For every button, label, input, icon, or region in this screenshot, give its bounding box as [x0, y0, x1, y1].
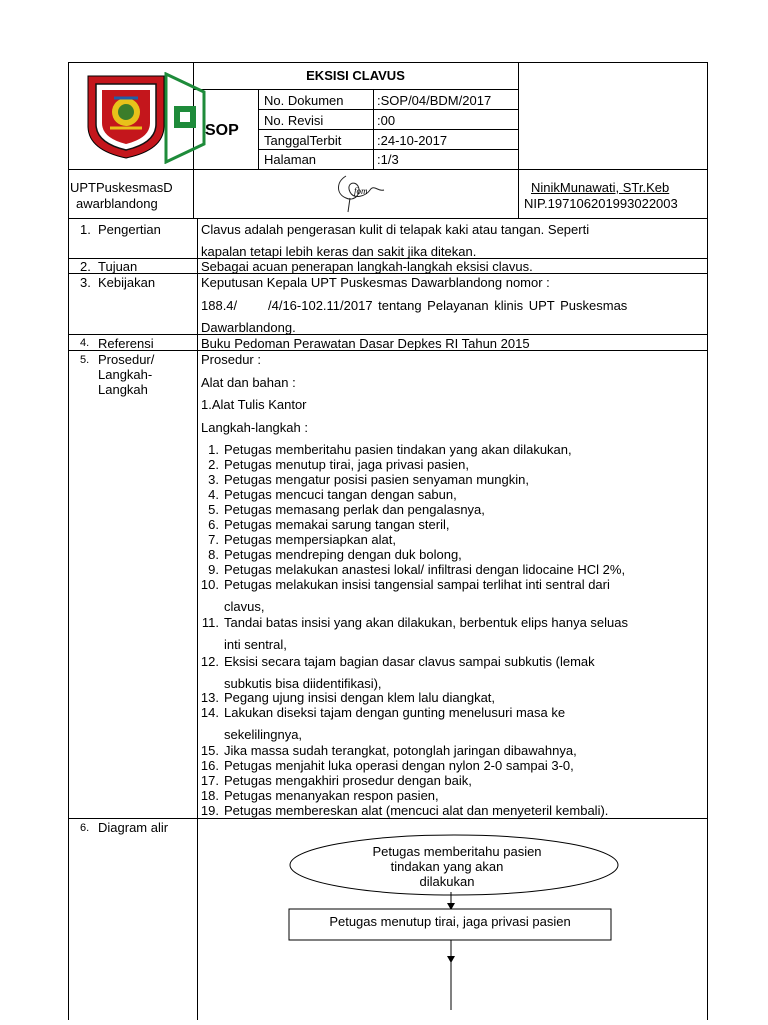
step-text-continued: sekelilingnya, [224, 727, 303, 742]
rule-sec5-bottom [68, 818, 708, 819]
prosedur-heading: Prosedur : [201, 352, 261, 367]
signature-text: fom [354, 186, 368, 196]
signer-nip: NIP.197106201993022003 [524, 196, 678, 211]
rule-sec3-bottom [68, 334, 708, 335]
sec5-label1: Prosedur/ [98, 352, 155, 367]
rule-meta-3 [258, 149, 518, 150]
step-text: Petugas mempersiapkan alat, [224, 532, 396, 547]
step-text: Petugas mencuci tangan dengan sabun, [224, 487, 457, 502]
meta-label-terbit: TanggalTerbit [264, 133, 342, 148]
step-text: Tandai batas insisi yang akan dilakukan, berbentuk elips hanya seluas [224, 615, 628, 630]
step-number: 8. [208, 547, 219, 562]
sec3-label: Kebijakan [98, 275, 156, 290]
sec4-text: Buku Pedoman Perawatan Dasar Depkes RI Tahun 2015 [201, 336, 530, 351]
langkah-heading: Langkah-langkah : [201, 420, 308, 435]
alat-item: 1.Alat Tulis Kantor [201, 397, 307, 412]
sec4-label: Referensi [98, 336, 154, 351]
step-text-continued: inti sentral, [224, 637, 287, 652]
step-number: 14. [200, 705, 219, 720]
step-text: Petugas melakukan insisi tangensial sampai terlihat inti sentral dari [224, 577, 610, 592]
step-number: 16. [200, 758, 219, 773]
step-text: Petugas menjahit luka operasi dengan nylon 2-0 sampai 3-0, [224, 758, 574, 773]
meta-label-dokumen: No. Dokumen [264, 93, 344, 108]
step-text: Petugas menutup tirai, jaga privasi pasien, [224, 457, 469, 472]
step-number: 19. [200, 803, 219, 818]
sec3-line1: Keputusan Kepala UPT Puskesmas Dawarblandong nomor : [201, 275, 550, 290]
meta-value-dokumen: :SOP/04/BDM/2017 [377, 93, 492, 108]
step-text: Pegang ujung insisi dengan klem lalu diangkat, [224, 690, 496, 705]
step-text-continued: clavus, [224, 599, 265, 614]
step-number: 6. [208, 517, 219, 532]
step-number: 17. [200, 773, 219, 788]
step-number: 10. [200, 577, 219, 592]
step-number: 12. [200, 654, 219, 669]
step-number: 5. [208, 502, 219, 517]
sec1-line2: kapalan tetapi lebih keras dan sakit jika ditekan. [201, 244, 477, 259]
step-text: Petugas menanyakan respon pasien, [224, 788, 439, 803]
step-number: 4. [208, 487, 219, 502]
sec5-num: 5. [80, 354, 90, 366]
step-number: 1. [208, 442, 219, 457]
sec3-num: 3. [80, 275, 91, 290]
sec4-num: 4. [80, 337, 90, 349]
meta-label-halaman: Halaman [264, 152, 317, 167]
step-text: Petugas mengatur posisi pasien senyaman mungkin, [224, 472, 529, 487]
sec2-label: Tujuan [98, 259, 138, 274]
step-number: 13. [200, 690, 219, 705]
step-text: Petugas memberitahu pasien tindakan yang akan dilakukan, [224, 442, 572, 457]
rule-org-right [193, 169, 194, 218]
meta-value-halaman: :1/3 [377, 152, 399, 167]
rule-sec2-bottom [68, 273, 708, 274]
rule-right [707, 62, 708, 1020]
flow-node1-line1: Petugas memberitahu pasien [372, 844, 542, 859]
step-text: Petugas memasang perlak dan pengalasnya, [224, 502, 485, 517]
rule-title-bottom [193, 89, 518, 90]
meta-value-revisi: :00 [377, 113, 396, 128]
puskesmas-logo [160, 72, 208, 164]
rule-meta-2 [258, 129, 518, 130]
sop-label: SOP [205, 122, 239, 139]
signer-name: NinikMunawati, STr.Keb [531, 180, 670, 195]
step-text: Petugas melakukan anastesi lokal/ infiltrasi dengan lidocaine HCl 2%, [224, 562, 626, 577]
step-number: 7. [208, 532, 219, 547]
flow-node2: Petugas menutup tirai, jaga privasi pasien [329, 914, 571, 929]
rule-header-bottom2 [68, 218, 708, 219]
step-number: 11. [201, 615, 219, 630]
step-text-continued: subkutis bisa diidentifikasi), [224, 676, 382, 691]
sec6-label: Diagram alir [98, 820, 169, 835]
step-text: Lakukan diseksi tajam dengan gunting menelusuri masa ke [224, 705, 566, 720]
org-name-line1: UPTPuskesmasD [70, 180, 173, 195]
rule-left [68, 62, 69, 1020]
step-text: Petugas mengakhiri prosedur dengan baik, [224, 773, 472, 788]
step-number: 15. [200, 743, 219, 758]
step-number: 9. [208, 562, 219, 577]
sec1-label: Pengertian [98, 222, 161, 237]
flow-node1-line3: dilakukan [419, 874, 475, 889]
regency-emblem [80, 68, 172, 160]
meta-label-revisi: No. Revisi [264, 113, 324, 128]
rule-sec4-bottom [68, 350, 708, 351]
step-number: 3. [208, 472, 219, 487]
rule-top [68, 62, 708, 63]
sec5-label2: Langkah- [98, 367, 153, 382]
step-text: Petugas memakai sarung tangan steril, [224, 517, 450, 532]
sec2-num: 2. [80, 259, 91, 274]
sec1-num: 1. [80, 222, 91, 237]
sec6-num: 6. [80, 822, 90, 834]
org-name-line2: awarblandong [76, 196, 158, 211]
sec2-text: Sebagai acuan penerapan langkah-langkah eksisi clavus. [201, 259, 533, 274]
step-text: Petugas mendreping dengan duk bolong, [224, 547, 462, 562]
rule-meta-1 [258, 109, 518, 110]
meta-value-terbit: :24-10-2017 [377, 133, 448, 148]
alat-heading: Alat dan bahan : [201, 375, 296, 390]
rule-sign-right [518, 169, 519, 218]
flow-node1-line2: tindakan yang akan [390, 859, 504, 874]
sec3-line2a: 188.4/ [201, 298, 238, 313]
signature [332, 172, 392, 216]
step-text: Jika massa sudah terangkat, potonglah jaringan dibawahnya, [224, 743, 577, 758]
sec1-line1: Clavus adalah pengerasan kulit di telapak kaki atau tangan. Seperti [201, 222, 590, 237]
sec3-line3: Dawarblandong. [201, 320, 296, 335]
sec5-label3: Langkah [98, 382, 148, 397]
step-number: 2. [208, 457, 219, 472]
step-text: Petugas membereskan alat (mencuci alat dan menyeteril kembali). [224, 803, 609, 818]
step-text: Eksisi secara tajam bagian dasar clavus sampai subkutis (lemak [224, 654, 595, 669]
sec3-line2b: /4/16-102.11/2017 tentang Pelayanan klinis UPT Puskesmas [268, 298, 628, 313]
rule-header-bottom1 [68, 169, 708, 170]
document-title: EKSISI CLAVUS [306, 68, 405, 83]
step-number: 18. [200, 788, 219, 803]
